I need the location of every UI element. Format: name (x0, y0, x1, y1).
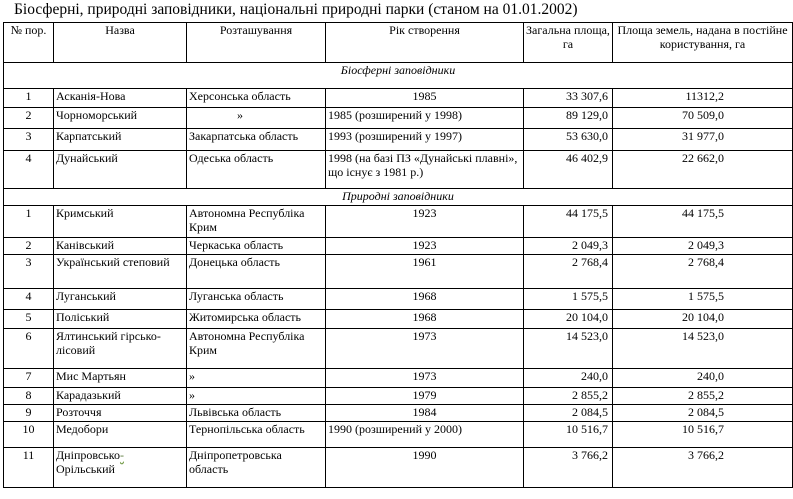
cell-num: 10 (4, 422, 54, 448)
cell-year: 1993 (розширений у 1997) (326, 129, 524, 151)
cell-land: 31 977,0 (613, 129, 793, 151)
table-row (4, 369, 793, 388)
table-row (4, 388, 793, 405)
cell-land: 2 855,2 (613, 388, 793, 405)
cell-area: 2 855,2 (524, 388, 613, 405)
cell-location: Донецька область (187, 255, 326, 289)
cell-year: 1998 (на базі ПЗ «Дунайські плавні», що існує з 1981 р.) (326, 151, 524, 189)
cell-land: 2 084,5 (613, 405, 793, 422)
cell-location: Дніпропетровська область (187, 448, 326, 488)
section-row (4, 189, 793, 206)
cell-land: 1 575,5 (613, 289, 793, 310)
section-row (4, 63, 793, 89)
cell-num: 6 (4, 329, 54, 369)
cell-year: 1968 (326, 310, 524, 329)
cell-area: 240,0 (524, 369, 613, 388)
cell-year: 1968 (326, 289, 524, 310)
header-num: № пор. (4, 23, 54, 63)
header-name: Назва (54, 23, 187, 63)
cell-area: 14 523,0 (524, 329, 613, 369)
cell-name: Мис Мартьян (54, 369, 187, 388)
cell-year: 1985 (розширений у 1998) (326, 108, 524, 129)
cell-name: Дунайський (54, 151, 187, 189)
cell-year: 1990 (розширений у 2000) (326, 422, 524, 448)
cell-land: 2 768,4 (613, 255, 793, 289)
cell-num: 2 (4, 108, 54, 129)
cell-area: 46 402,9 (524, 151, 613, 189)
cell-year: 1973 (326, 329, 524, 369)
cell-name: Поліський (54, 310, 187, 329)
cell-location: » (187, 388, 326, 405)
cell-area: 2 049,3 (524, 238, 613, 255)
cell-num: 7 (4, 369, 54, 388)
cell-area: 33 307,6 (524, 89, 613, 108)
cell-name: Український степовий (54, 255, 187, 289)
header-year: Рік створення (326, 23, 524, 63)
table-row (4, 329, 793, 369)
cell-location: Львівська область (187, 405, 326, 422)
cell-location: Автономна Республіка Крим (187, 329, 326, 369)
cell-location: » (187, 369, 326, 388)
document-title: Біосферні, природні заповідники, національні природні парки (станом на 01.01.2002) (14, 1, 578, 18)
cell-name: Карпатський (54, 129, 187, 151)
cell-name: Карадазький (54, 388, 187, 405)
cell-num: 3 (4, 255, 54, 289)
table-row (4, 255, 793, 289)
cell-year: 1973 (326, 369, 524, 388)
cell-name: Чорноморський (54, 108, 187, 129)
cell-location: Херсонська область (187, 89, 326, 108)
cell-num: 9 (4, 405, 54, 422)
cell-year: 1979 (326, 388, 524, 405)
cell-location: Закарпатська область (187, 129, 326, 151)
cell-land: 240,0 (613, 369, 793, 388)
cell-year: 1923 (326, 206, 524, 238)
cell-area: 1 575,5 (524, 289, 613, 310)
header-area: Загальна площа, га (524, 23, 613, 63)
cell-name (54, 448, 187, 488)
table-row (4, 238, 793, 255)
cell-area: 20 104,0 (524, 310, 613, 329)
cell-area: 89 129,0 (524, 108, 613, 129)
cell-name-part2: Орільський (56, 462, 115, 476)
cell-land: 14 523,0 (613, 329, 793, 369)
cell-land: 11312,2 (613, 89, 793, 108)
cell-location: Черкаська область (187, 238, 326, 255)
cell-area: 44 175,5 (524, 206, 613, 238)
cell-land: 22 662,0 (613, 151, 793, 189)
table-row (4, 151, 793, 189)
cell-num: 2 (4, 238, 54, 255)
spellcheck-squiggle: - (119, 448, 124, 462)
cell-year: 1985 (326, 89, 524, 108)
cell-num: 8 (4, 388, 54, 405)
cell-num: 11 (4, 448, 54, 488)
table-row (4, 206, 793, 238)
cell-land: 10 516,7 (613, 422, 793, 448)
cell-location: Автономна Республіка Крим (187, 206, 326, 238)
cell-location: Одеська область (187, 151, 326, 189)
cell-year: 1923 (326, 238, 524, 255)
header-land: Площа земель, надана в постійне користування, га (613, 23, 793, 63)
cell-area: 2 768,4 (524, 255, 613, 289)
cell-num: 4 (4, 289, 54, 310)
cell-land: 20 104,0 (613, 310, 793, 329)
cell-num: 1 (4, 206, 54, 238)
cell-year: 1961 (326, 255, 524, 289)
cell-area: 2 084,5 (524, 405, 613, 422)
table-row (4, 108, 793, 129)
table-row (4, 422, 793, 448)
cell-name: Асканія-Нова (54, 89, 187, 108)
reserves-table (3, 22, 793, 488)
cell-name: Канівський (54, 238, 187, 255)
table-row (4, 129, 793, 151)
cell-year: 1984 (326, 405, 524, 422)
cell-name: Розточчя (54, 405, 187, 422)
table-row (4, 448, 793, 488)
cell-name: Ялтинський гірсько-лісовий (54, 329, 187, 369)
cell-land: 3 766,2 (613, 448, 793, 488)
cell-name: Медобори (54, 422, 187, 448)
table-row (4, 89, 793, 108)
table-row (4, 405, 793, 422)
cell-location: Житомирська область (187, 310, 326, 329)
cell-land: 70 509,0 (613, 108, 793, 129)
header-location: Розташування (187, 23, 326, 63)
cell-num: 3 (4, 129, 54, 151)
table-row (4, 289, 793, 310)
cell-area: 53 630,0 (524, 129, 613, 151)
cell-num: 4 (4, 151, 54, 189)
cell-area: 10 516,7 (524, 422, 613, 448)
header-row (4, 23, 793, 63)
section-title: Природні заповідники (4, 189, 793, 206)
table-row (4, 310, 793, 329)
cell-name-part1: Дніпровсько (56, 448, 120, 462)
cell-year: 1990 (326, 448, 524, 488)
cell-location: Луганська область (187, 289, 326, 310)
section-title: Біосферні заповідники (4, 63, 793, 89)
cell-location: » (187, 108, 326, 129)
cell-name: Луганський (54, 289, 187, 310)
cell-num: 5 (4, 310, 54, 329)
cell-location: Тернопільська область (187, 422, 326, 448)
cell-name: Кримський (54, 206, 187, 238)
cell-land: 2 049,3 (613, 238, 793, 255)
cell-area: 3 766,2 (524, 448, 613, 488)
cell-num: 1 (4, 89, 54, 108)
cell-land: 44 175,5 (613, 206, 793, 238)
